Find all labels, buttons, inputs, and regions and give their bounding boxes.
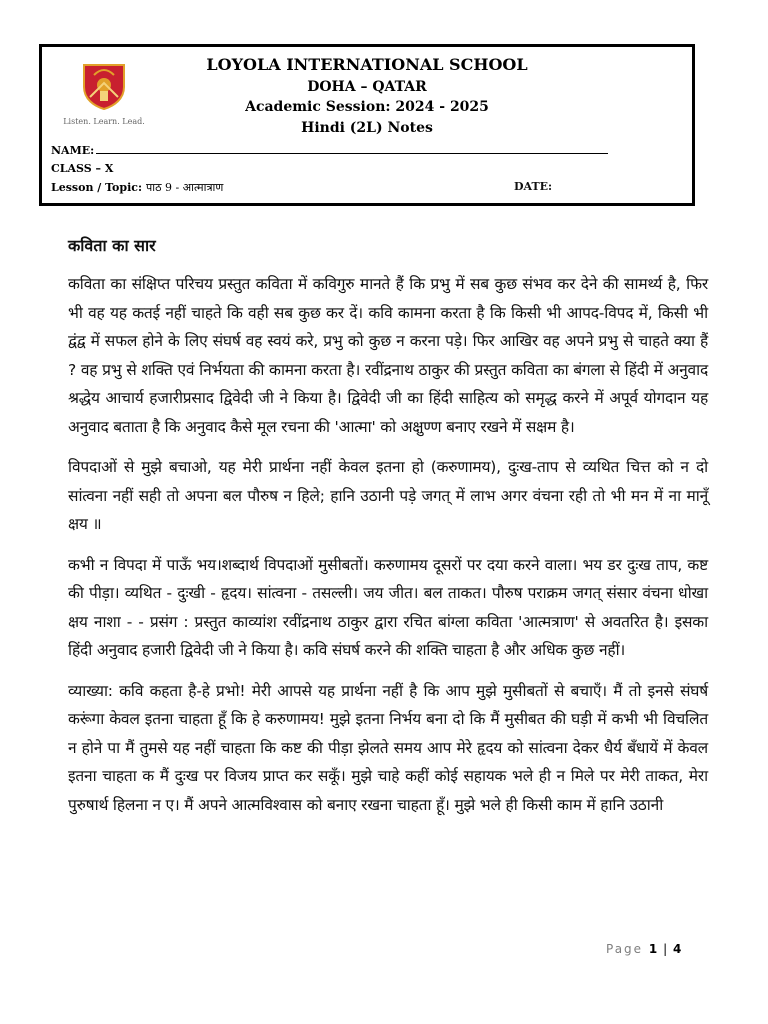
school-name: LOYOLA INTERNATIONAL SCHOOL [206,55,528,74]
document-header [39,44,695,206]
page-separator: | [663,942,668,956]
lesson-field [51,180,223,195]
name-blank-line [96,143,608,154]
date-label: DATE: [514,180,553,193]
lesson-label: Lesson / Topic: [51,181,143,194]
academic-session: Academic Session: 2024 - 2025 [245,99,489,115]
logo-tagline: Listen. Learn. Lead. [63,117,145,126]
name-field [51,143,608,157]
page-word: Page [606,942,644,956]
paragraph-summary: कविता का संक्षिप्त परिचय प्रस्तुत कविता में कविगुरु मानते हैं कि प्रभु में सब कुछ संभव कर देने की सामर्थ्य है, फिर भी वह यह कतई नहीं चाहते कि वही सब कुछ कर दें। कवि कामना करता है कि किसी भी आपद-विपद में, किसी भी द्वंद्व में सफल होने के लिए संघर्ष वह स्वयं करे, प्रभु को कुछ न करना पड़े। फिर आखिर वह अपने प्रभु से चाहते क्या हैं ? वह प्रभु से शक्ति एवं निर्भयता की कामना करता है। रवींद्रनाथ ठाकुर की प्रस्तुत कविता का बंगला से हिंदी में अनुवाद श्रद्धेय आचार्य हजारीप्रसाद द्विवेदी जी ने किया है। द्विवेदी जी का हिंदी साहित्य को समृद्ध करने में अपूर्व योगदान यह अनुवाद बताता है कि अनुवाद कैसे मूल रचना की 'आत्मा' को अक्षुण्ण बनाए रखने में सक्षम है। [68,275,708,436]
lesson-topic: पाठ 9 - आत्मात्राण [146,181,224,194]
class-label: CLASS – X [51,162,114,175]
total-pages: 4 [672,942,682,956]
subject-title: Hindi (2L) Notes [301,120,433,136]
page-footer [606,942,681,956]
school-location: DOHA – QATAR [307,79,427,95]
name-label: NAME: [51,144,95,157]
section-heading: कविता का सार [68,236,156,255]
current-page-number: 1 [648,942,658,956]
paragraph-word-meanings: कभी न विपदा में पाऊँ भय।शब्दार्थ विपदाओं मुसीबतों। करुणामय दूसरों पर दया करने वाला। भय डर दुःख ताप, कष्ट की पीड़ा। व्यथित - दुःखी - हृदय। सांत्वना - तसल्ली। जय जीत। बल ताकत। पौरुष पराक्रम जगत् संसार वंचना धोखा क्षय नाशा - - प्रसंग : प्रस्तुत काव्यांश रवींद्रनाथ ठाकुर द्वारा रचित बांग्ला कविता 'आत्मत्राण' से अवतरित है। इसका हिंदी अनुवाद हजारी द्विवेदी जी ने किया है। कवि संघर्ष करने की शक्ति चाहता है और अधिक कुछ नहीं। [68,555,708,659]
notes-body [68,232,708,831]
paragraph-poem: विपदाओं से मुझे बचाओ, यह मेरी प्रार्थना नहीं केवल इतना हो (करुणामय), दुःख-ताप से व्यथित चित्त को न दो सांत्वना नहीं सही तो अपना बल पौरुष न हिले; हानि उठानी पड़े जगत् में लाभ अगर वंचना रही तो भी मन में ना मानूँ क्षय ॥ [68,458,708,533]
paragraph-explanation: व्याख्या: कवि कहता है-हे प्रभो! मेरी आपसे यह प्रार्थना नहीं है कि आप मुझे मुसीबतों से बचाएँ। मैं तो इनसे संघर्ष करूंगा केवल इतना चाहता हूँ कि हे करुणामय! मुझे इतना निर्भय बना दो कि मैं मुसीबत की घड़ी में कभी भी विचलित न होने पा मैं तुमसे यह नहीं चाहता कि कष्ट की पीड़ा झेलते समय आप मेरे हृदय को सांत्वना देकर धैर्य बँधायें में केवल इतना चाहता क मैं दुःख पर विजय प्राप्त कर सकूँ। मुझे चाहे कहीं कोई सहायक भले ही न मिले पर मेरी ताकत, मेरा पुरुषार्थ हिलना न ए। मैं अपने आत्मविश्वास को बनाए रखना चाहता हूँ। मुझे भले ही किसी काम में हानि उठानी [68,681,708,814]
